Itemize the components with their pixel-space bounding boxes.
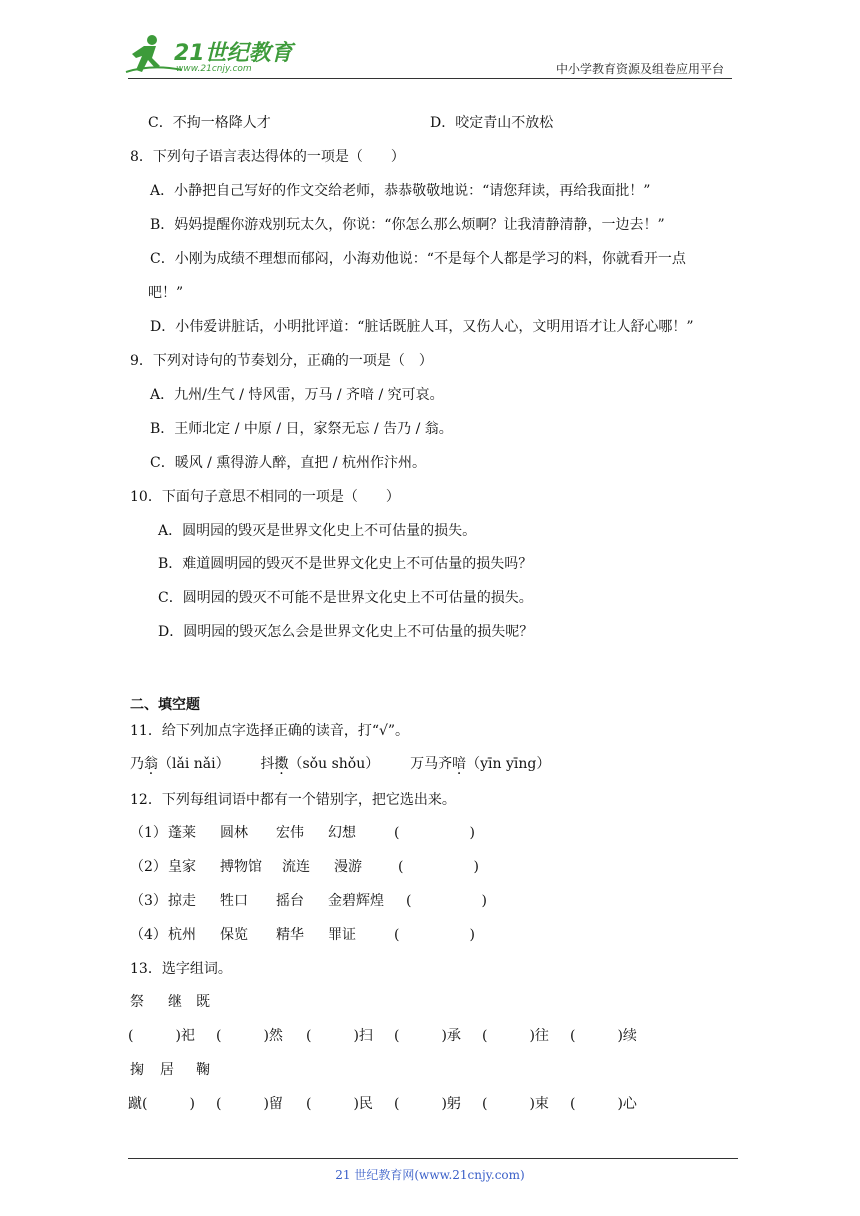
q13-char: 鞠 [196, 1062, 210, 1078]
footer-divider [128, 1158, 738, 1159]
q10-option-d: D．圆明园的毁灭怎么会是世界文化史上不可估量的损失呢？ [158, 624, 534, 640]
q13-blank[interactable]: ( )扫 [306, 1028, 373, 1044]
answer-blank[interactable]: ( ) [406, 893, 487, 909]
q9-stem: 9．下列对诗句的节奏划分，正确的一项是（ ） [130, 353, 433, 369]
q8-option-a: A．小静把自己写好的作文交给老师，恭恭敬敬地说：“请您拜读，再给我面批！” [150, 183, 651, 199]
header-platform-text: 中小学教育资源及组卷应用平台 [555, 62, 724, 76]
q10-option-b: B．难道圆明园的毁灭不是世界文化史上不可估量的损失吗？ [158, 556, 533, 572]
q13-blank[interactable]: ( )祀 [128, 1028, 195, 1044]
q13-blank[interactable]: ( )民 [306, 1096, 373, 1112]
q13-blank[interactable]: ( )束 [482, 1096, 549, 1112]
q10-option-c: C．圆明园的毁灭不可能不是世界文化史上不可估量的损失。 [158, 590, 533, 606]
q13-stem: 13．选字组词。 [130, 961, 232, 977]
q9-option-c: C．暖风 / 熏得游人醉，直把 / 杭州作汴州。 [150, 455, 426, 471]
q11-item3-dotted-char: 喑 [452, 756, 467, 772]
q13-blank[interactable]: ( )躬 [394, 1096, 461, 1112]
q13-char: 既 [196, 994, 210, 1010]
q10-stem: 10．下面句子意思不相同的一项是（ ） [130, 489, 400, 505]
answer-blank[interactable]: ( ) [398, 859, 479, 875]
answer-blank[interactable]: ( ) [394, 825, 475, 841]
q9-option-b: B．王师北定 / 中原 / 日，家祭无忘 / 告乃 / 翁。 [150, 421, 453, 437]
q11-item3: 万马齐喑（yīn yīng） [410, 756, 551, 772]
q8-option-b: B．妈妈提醒你游戏别玩太久，你说：“你怎么那么烦啊？让我清静清静，一边去！” [150, 217, 665, 233]
q7-option-c: C．不拘一格降人才 [148, 115, 271, 131]
footer-link[interactable]: 21 世纪教育网(www.21cnjy.com) [335, 1168, 525, 1182]
answer-blank[interactable]: ( ) [394, 927, 475, 943]
q12-stem: 12．下列每组词语中都有一个错别字，把它选出来。 [130, 792, 456, 808]
q13-char: 祭 [130, 994, 144, 1010]
q11-items [130, 753, 550, 773]
q13-blank[interactable]: ( )承 [394, 1028, 461, 1044]
q7-option-d: D．咬定青山不放松 [430, 115, 554, 131]
section-title-fill-in: 二、填空题 [130, 697, 200, 713]
q13-blank[interactable]: ( )心 [570, 1096, 637, 1112]
q13-blank[interactable]: ( )然 [216, 1028, 283, 1044]
q8-stem: 8．下列句子语言表达得体的一项是（ ） [130, 149, 405, 165]
q13-blank[interactable]: ( )留 [216, 1096, 283, 1112]
q10-option-a: A．圆明园的毁灭是世界文化史上不可估量的损失。 [158, 523, 477, 539]
q13-char: 继 [168, 994, 182, 1010]
logo-url-text: www.21cnjy.com [176, 64, 252, 74]
q8-option-d: D．小伟爱讲脏话，小明批评道：“脏话既脏人耳，又伤人心，文明用语才让人舒心哪！” [150, 319, 694, 335]
header-divider [128, 78, 732, 79]
q13-char: 居 [160, 1062, 174, 1078]
q11-stem: 11．给下列加点字选择正确的读音，打“√”。 [130, 723, 410, 739]
q13-blank[interactable]: ( )往 [482, 1028, 549, 1044]
logo-main-text: 21世纪教育 [174, 41, 293, 66]
site-logo [122, 32, 292, 78]
q9-option-a: A．九州/生气 / 恃风雷，万马 / 齐喑 / 究可哀。 [150, 387, 444, 403]
q13-blank[interactable]: ( )续 [570, 1028, 637, 1044]
q8-option-c-line2: 吧！” [148, 285, 184, 301]
q11-item2: 抖擞（sǒu shǒu） [260, 756, 380, 772]
q11-item1: 乃翁（lǎi nǎi） [130, 756, 230, 772]
q11-item2-dotted-char: 擞 [274, 756, 289, 772]
q8-option-c-line1: C．小刚为成绩不理想而郁闷，小海劝他说：“不是每个人都是学习的料，你就看开一点 [150, 251, 686, 267]
q13-char: 掬 [130, 1062, 144, 1078]
q13-blank[interactable]: 蹴( ) [128, 1096, 195, 1112]
q11-item1-dotted-char: 翁 [144, 756, 158, 772]
